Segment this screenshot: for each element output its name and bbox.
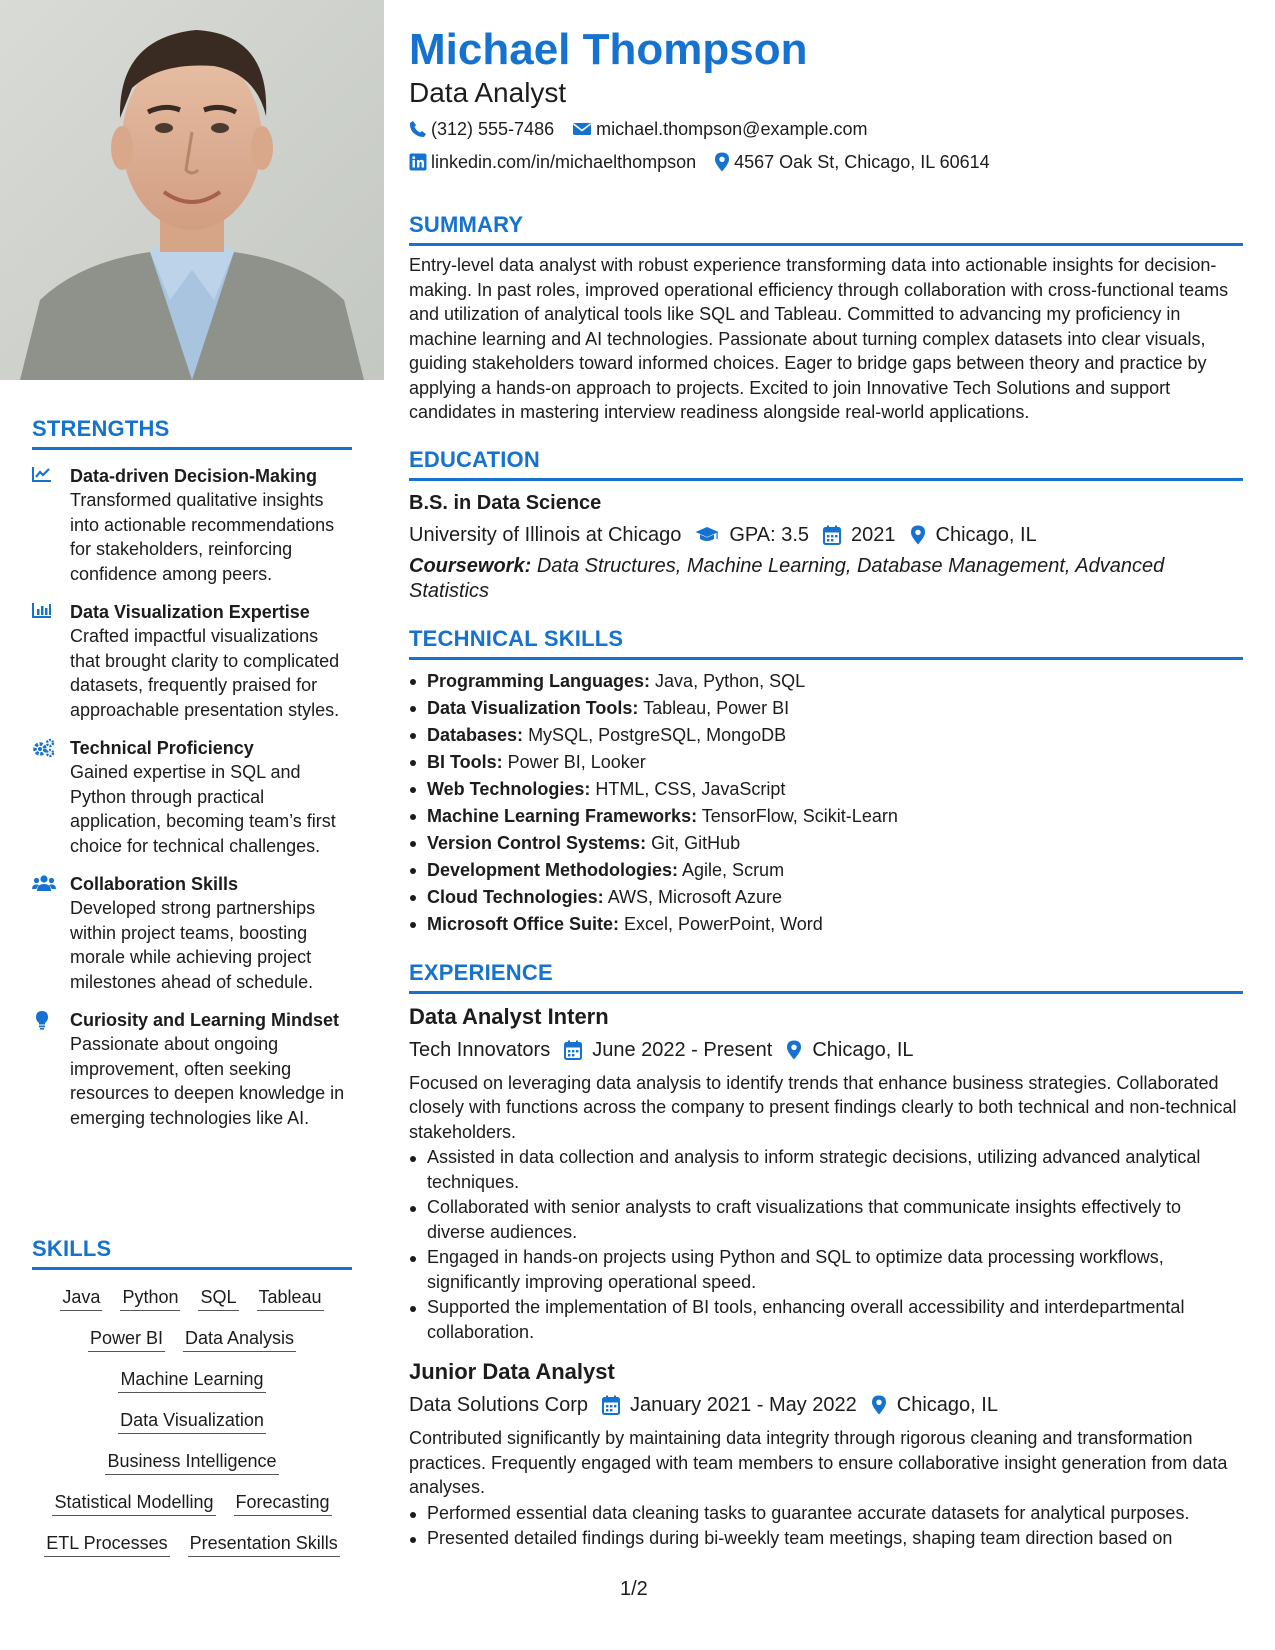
skill-category: Machine Learning Frameworks: [427, 805, 698, 826]
skill-values: Java, Python, SQL [655, 670, 806, 691]
technical-skill-item [409, 776, 1243, 803]
technical-skill-item [409, 695, 1243, 722]
job-bullet: Engaged in hands-on projects using Python and SQL to optimize data processing workflows, significantly improving operational speed. [409, 1245, 1243, 1294]
strength-title: Collaboration Skills [70, 874, 239, 894]
job-bullet: Assisted in data collection and analysis to inform strategic decisions, utilizing advanced analytical techniques. [409, 1145, 1243, 1194]
job-location: Chicago, IL [896, 1394, 998, 1416]
technical-skills-title: TECHNICAL SKILLS [409, 626, 1243, 660]
jobs-list [409, 1003, 1243, 1551]
coursework-label: Coursework: [409, 554, 532, 577]
phone-contact [409, 117, 554, 141]
job-entry [409, 1358, 1243, 1551]
degree: B.S. in Data Science [409, 491, 602, 514]
skill-category: Cloud Technologies: [427, 886, 604, 907]
graduation-year: 2021 [851, 523, 896, 546]
skill-tag: Machine Learning [118, 1366, 265, 1393]
skill-values: AWS, Microsoft Azure [607, 886, 783, 907]
job-dates: January 2021 - May 2022 [629, 1394, 857, 1416]
strength-title: Curiosity and Learning Mindset [70, 1010, 340, 1030]
education-meta [409, 521, 1243, 549]
skill-tag: Presentation Skills [188, 1530, 340, 1557]
experience-section [409, 960, 1243, 1551]
linkedin-contact[interactable] [409, 150, 696, 174]
skill-row [32, 1366, 352, 1393]
skill-values: Agile, Scrum [682, 859, 785, 880]
skill-category: Development Methodologies: [427, 859, 679, 880]
gpa: GPA: 3.5 [729, 523, 810, 546]
skill-tag: ETL Processes [44, 1530, 169, 1557]
education-title: EDUCATION [409, 447, 1243, 481]
strength-title: Data Visualization Expertise [70, 602, 310, 622]
strength-item [32, 736, 352, 858]
job-bullet: Collaborated with senior analysts to craft visualizations that communicate insights effectively to diverse audiences. [409, 1195, 1243, 1244]
job-bullet: Supported the implementation of BI tools, enhancing overall accessibility and interdepartmental collaboration. [409, 1295, 1243, 1344]
contact-row [409, 117, 1243, 141]
skill-category: Version Control Systems: [427, 832, 647, 853]
strengths-title: STRENGTHS [32, 416, 352, 450]
skills-section [32, 1236, 352, 1557]
contact-row [409, 150, 1243, 174]
main-content [409, 0, 1243, 1551]
job-location: Chicago, IL [812, 1038, 914, 1061]
skill-tag: Business Intelligence [105, 1448, 278, 1475]
bar-chart-icon [32, 600, 70, 722]
strength-item [32, 872, 352, 994]
skill-tag: Forecasting [234, 1489, 332, 1516]
strength-title: Data-driven Decision-Making [70, 466, 318, 486]
skill-row [32, 1448, 352, 1475]
summary-section [409, 212, 1243, 425]
address-text: 4567 Oak St, Chicago, IL 60614 [734, 152, 990, 172]
calendar-icon [823, 525, 841, 545]
map-pin-icon [871, 1395, 887, 1415]
technical-skill-item [409, 722, 1243, 749]
skills-title: SKILLS [32, 1236, 352, 1270]
technical-skill-item [409, 749, 1243, 776]
technical-skills-section [409, 626, 1243, 938]
skill-row [32, 1284, 352, 1311]
job-meta [409, 1391, 1243, 1419]
skill-category: Data Visualization Tools: [427, 697, 639, 718]
education-section [409, 447, 1243, 604]
skill-row [32, 1407, 352, 1434]
job-description: Contributed significantly by maintaining data integrity through rigorous cleaning and transformation practices. Frequently engaged with team members to ensure collaborative insight generation from data analyses. [409, 1428, 1228, 1497]
skill-row [32, 1530, 352, 1557]
education-location: Chicago, IL [935, 523, 1037, 546]
skill-values: TensorFlow, Scikit-Learn [701, 805, 898, 826]
profile-photo [0, 0, 384, 380]
summary-text: Entry-level data analyst with robust experience transforming data into actionable insights for decision-making. In past roles, improved operational efficiency through collaboration with cross-functional teams and utilization of analytical tools like SQL and Tableau. Committed to advancing my proficiency in machine learning and AI technologies. Passionate about turning complex datasets into clear visuals, guiding stakeholders toward informed choices. Eager to bridge gaps between theory and practice by applying a hands-on approach to projects. Excited to join Innovative Tech Solutions and support candidates in mastering interview readiness alongside real-world applications. [409, 255, 1229, 422]
skill-tag: Data Analysis [183, 1325, 296, 1352]
strengths-section [32, 416, 352, 1130]
job-dates: June 2022 - Present [592, 1038, 773, 1061]
skill-tag: Data Visualization [118, 1407, 266, 1434]
phone-icon [409, 120, 427, 138]
technical-skill-item [409, 830, 1243, 857]
company-name: Tech Innovators [409, 1038, 551, 1061]
skill-values: Tableau, Power BI [643, 697, 790, 718]
phone-text: (312) 555-7486 [431, 119, 555, 139]
users-icon [32, 872, 70, 994]
skill-category: BI Tools: [427, 751, 503, 772]
job-description: Focused on leveraging data analysis to identify trends that enhance business strategies. Collaborated closely with functions across the company to present findings clearly to both technical and non-technical stakeholders. [409, 1072, 1237, 1142]
strength-item [32, 600, 352, 722]
job-title: Junior Data Analyst [409, 1359, 615, 1384]
school-name: University of Illinois at Chicago [409, 523, 682, 546]
skill-tag: Java [60, 1284, 102, 1311]
skill-row [32, 1325, 352, 1352]
summary-title: SUMMARY [409, 212, 1243, 246]
skill-category: Databases: [427, 724, 524, 745]
address-contact [714, 150, 990, 174]
job-bullets [409, 1145, 1243, 1344]
candidate-role: Data Analyst [409, 77, 567, 108]
technical-skill-item [409, 857, 1243, 884]
strength-desc: Gained expertise in SQL and Python through practical application, becoming team’s first choice for technical challenges. [70, 762, 336, 856]
map-pin-icon [714, 152, 730, 172]
email-icon [572, 121, 592, 137]
skill-tag: Tableau [257, 1284, 324, 1311]
skill-values: Git, GitHub [651, 832, 741, 853]
job-meta [409, 1036, 1243, 1064]
skill-row [32, 1489, 352, 1516]
strength-desc: Developed strong partnerships within project teams, boosting morale while achieving project milestones ahead of schedule. [70, 898, 316, 992]
skill-tag: Power BI [88, 1325, 165, 1352]
technical-skill-item [409, 911, 1243, 938]
calendar-icon [602, 1395, 620, 1415]
skill-tag: Python [120, 1284, 180, 1311]
technical-skill-item [409, 668, 1243, 695]
candidate-name: Michael Thompson [409, 25, 808, 74]
strength-desc: Transformed qualitative insights into actionable recommendations for stakeholders, reinforcing confidence among peers. [70, 490, 335, 584]
linkedin-text: linkedin.com/in/michaelthompson [431, 152, 697, 172]
map-pin-icon [910, 525, 926, 545]
skill-category: Microsoft Office Suite: [427, 913, 620, 934]
skill-values: HTML, CSS, JavaScript [595, 778, 786, 799]
email-text: michael.thompson@example.com [596, 119, 868, 139]
skills-tags [32, 1284, 352, 1557]
skill-values: Excel, PowerPoint, Word [624, 913, 823, 934]
gears-icon [32, 736, 70, 858]
skill-values: MySQL, PostgreSQL, MongoDB [528, 724, 787, 745]
company-name: Data Solutions Corp [409, 1394, 588, 1416]
calendar-icon [564, 1040, 582, 1060]
skill-values: Power BI, Looker [507, 751, 646, 772]
job-bullets [409, 1501, 1243, 1551]
strength-desc: Crafted impactful visualizations that brought clarity to complicated datasets, frequently praised for approachable presentation styles. [70, 626, 340, 720]
job-bullet: Presented detailed findings during bi-weekly team meetings, shaping team direction based on [409, 1526, 1243, 1551]
strength-item [32, 464, 352, 586]
coursework-text: Data Structures, Machine Learning, Database Management, Advanced Statistics [409, 554, 1165, 602]
job-entry [409, 1003, 1243, 1345]
technical-skill-item [409, 803, 1243, 830]
skill-tag: SQL [198, 1284, 238, 1311]
job-title: Data Analyst Intern [409, 1003, 609, 1029]
skill-tag: Statistical Modelling [52, 1489, 215, 1516]
chart-line-icon [32, 464, 70, 586]
sidebar [0, 0, 384, 1650]
skill-category: Web Technologies: [427, 778, 591, 799]
page-number: 1/2 [620, 1578, 648, 1600]
coursework [409, 554, 1243, 604]
strength-desc: Passionate about ongoing improvement, often seeking resources to deepen knowledge in emerging technologies like AI. [70, 1034, 345, 1128]
experience-title: EXPERIENCE [409, 960, 1243, 994]
graduation-cap-icon [695, 526, 719, 544]
technical-skill-item [409, 884, 1243, 911]
strength-title: Technical Proficiency [70, 738, 254, 758]
strength-item [32, 1008, 352, 1130]
email-contact[interactable] [572, 117, 867, 141]
map-pin-icon [786, 1040, 802, 1060]
linkedin-icon [409, 153, 427, 171]
job-bullet: Performed essential data cleaning tasks to guarantee accurate datasets for analytical purposes. [409, 1501, 1243, 1526]
lightbulb-icon [32, 1008, 70, 1130]
skill-category: Programming Languages: [427, 670, 651, 691]
technical-skills-list [409, 668, 1243, 938]
